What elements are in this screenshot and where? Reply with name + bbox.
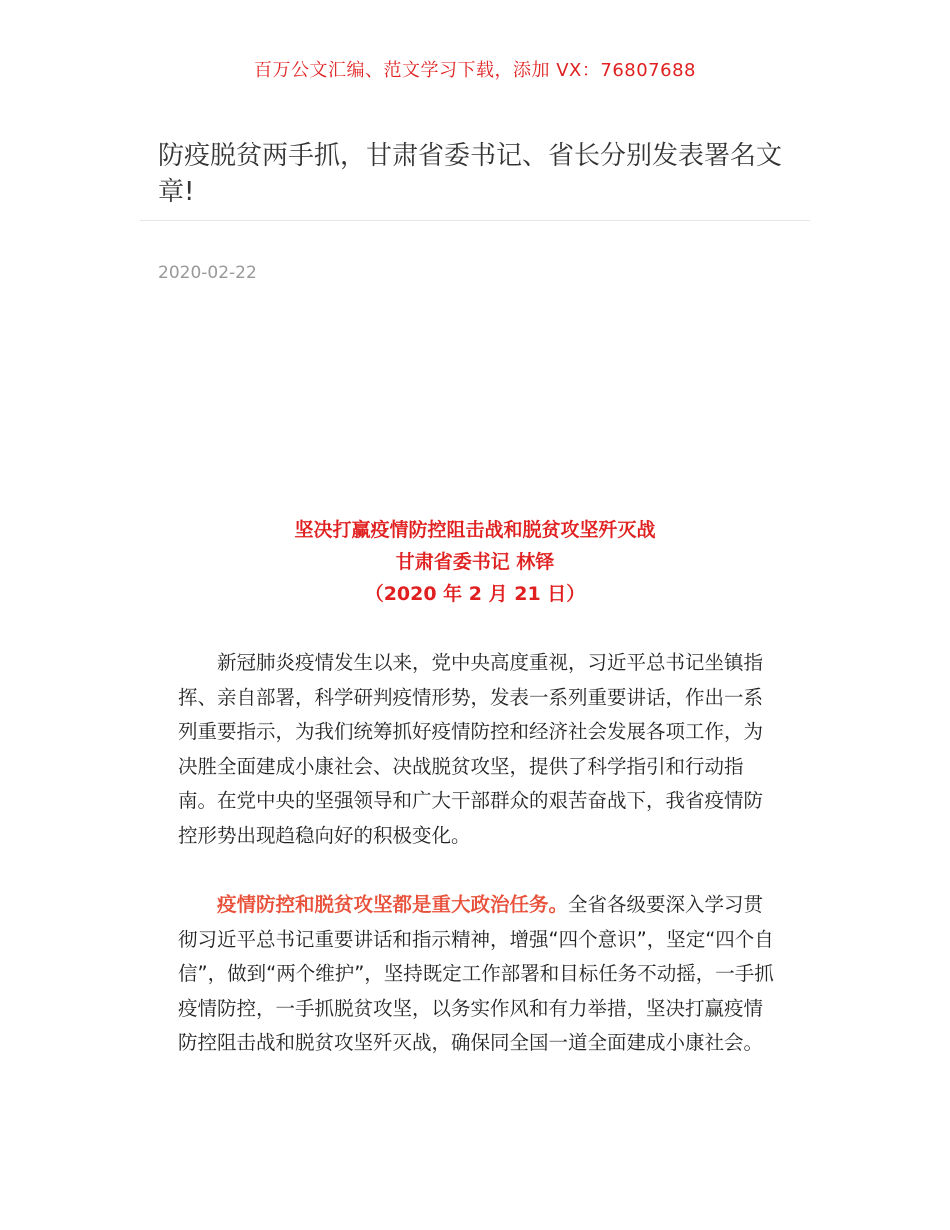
paragraph-1 <box>178 646 778 853</box>
article-heading-author: 甘肃省委书记 林铎 <box>395 551 555 573</box>
article-heading-date: （2020 年 2 月 21 日） <box>364 583 586 605</box>
paragraph-2-text: 全省各级要深入学习贯彻习近平总书记重要讲话和指示精神，增强“四个意识”，坚定“四个自信”，做到“两个维护”，坚持既定工作部署和目标任务不动摇，一手抓疫情防控，一手抓脱贫攻坚，以务实作风和有力举措，坚决打赢疫情防控阻击战和脱贫攻坚歼灭战，确保同全国一道全面建成小康社会。 <box>178 893 774 1054</box>
paragraph-1-text: 新冠肺炎疫情发生以来，党中央高度重视，习近平总书记坐镇指挥、亲自部署，科学研判疫情形势，发表一系列重要讲话，作出一系列重要指示，为我们统筹抓好疫情防控和经济社会发展各项工作，为决胜全面建成小康社会、决战脱贫攻坚，提供了科学指引和行动指南。在党中央的坚强领导和广大干部群众的艰苦奋战下，我省疫情防控形势出现趋稳向好的积极变化。 <box>178 651 764 847</box>
title-divider <box>140 220 810 221</box>
article-heading-title: 坚决打赢疫情防控阻击战和脱贫攻坚歼灭战 <box>294 519 656 541</box>
paragraph-2-emphasis: 疫情防控和脱贫攻坚都是重大政治任务。 <box>217 893 569 916</box>
article-heading <box>0 514 950 610</box>
paragraph-2 <box>178 888 778 1061</box>
page-title: 防疫脱贫两手抓，甘肃省委书记、省长分别发表署名文章! <box>158 141 783 207</box>
promo-banner: 百万公文汇编、范文学习下载，添加 VX：76807688 <box>254 60 696 81</box>
publish-date: 2020-02-22 <box>158 263 257 283</box>
